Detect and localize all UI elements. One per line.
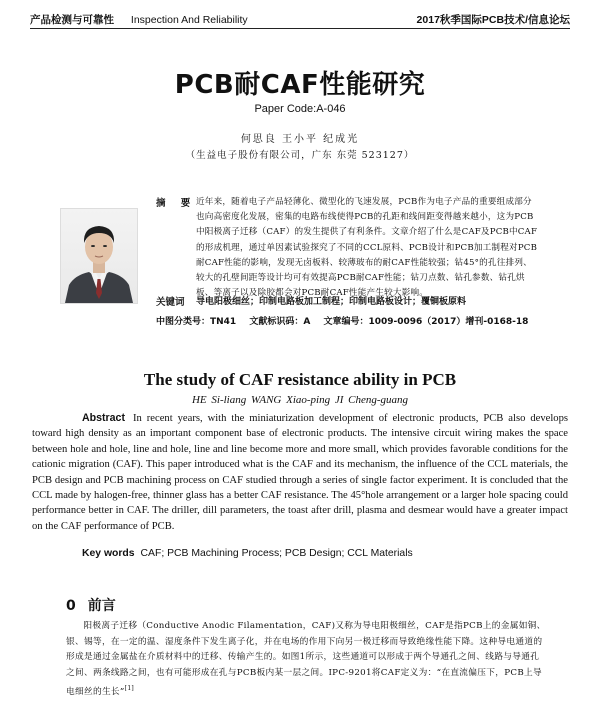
abstract-en-label: Abstract: [82, 412, 125, 424]
keywords-en-text: CAF; PCB Machining Process; PCB Design; CCL Materials: [140, 548, 413, 559]
paper-code: Paper Code:A-046: [254, 103, 346, 115]
running-header: [30, 10, 570, 29]
keywords-cn-text: 导电阳极细丝；印制电路板加工制程；印制电路板设计；覆铜板原料: [196, 297, 467, 307]
section-number: 0: [66, 598, 76, 614]
abstract-en: [32, 411, 568, 534]
section-body: [66, 619, 546, 700]
authors-cn: 何思良 王小平 纪成光: [240, 134, 360, 145]
clc-number: 中图分类号：TN41: [156, 317, 237, 327]
header-section-cn: 产品检测与可靠性: [30, 14, 114, 26]
paper-title-en: The study of CAF resistance ability in PCB: [143, 370, 457, 389]
author-photo: [60, 208, 138, 304]
article-number: 文章编号：1009-0096（2017）增刊-0168-18: [323, 317, 529, 327]
abstract-cn-label: 摘 要: [156, 198, 197, 209]
document-code: 文献标识码：A: [249, 317, 311, 327]
classification-line: [156, 314, 538, 327]
authors-en: HE Si-liang WANG Xiao-ping JI Cheng-guang: [191, 394, 409, 406]
header-forum-title: 2017秋季国际PCB技术/信息论坛: [416, 14, 570, 26]
abstract-en-text: In recent years, with the miniaturization development of electronic products, PCB also develops toward high density as an important component base of electronic products. The intensive circuit wiring makes the space between hole and hole, line and hole, line and line become more and more small, which provides favorable conditions for the cationic migration (CAF). This paper introduced what is the CAF and its mechanism, the influence of the CCL materials, the PCB design and PCB machining process on CAF studied through a series of single factor experiment. It is concluded that the CCL made by halogen-free, thinner glass has a better CAF resistance. The 45°hole arrangement or a larger hole spacing could performance better in CAF. The driller, dill parameters, the toast after drill, plasma and desmear would have a greater impact on the CAF performance of PCB.: [32, 413, 568, 532]
section-body-text: 阳极离子迁移（Conductive Anodic Filamentation，CAF)又称为导电阳极细丝，CAF是指PCB上的金属如铜、银、锡等，在一定的温、湿度条件下发生离子化，并在电场的作用下向另一极迁移而导致绝缘性能下降。这种导电通道的形成是通过金属盐在介质材料中的迁移、传输产生的。如图1所示，这些通道可以形成于两个导通孔之间、线路与导通孔之间、两条线路之间，也有可能形成在孔与PCB板内某一层之间。IPC-9201将CAF定义为：“在直流偏压下，PCB上导电细丝的生长”: [66, 621, 546, 697]
affiliation-cn: （生益电子股份有限公司，广东 东莞 523127）: [185, 150, 415, 161]
paper-title-cn: PCB耐CAF性能研究: [174, 70, 426, 100]
header-left: [30, 12, 248, 27]
header-section-en: Inspection And Reliability: [130, 14, 248, 26]
keywords-cn-label: 关键词: [156, 297, 185, 308]
keywords-en-label: Key words: [82, 548, 135, 559]
keywords-en: [82, 548, 413, 559]
citation-ref: [1]: [124, 685, 135, 692]
abstract-cn-text: 近年来，随着电子产品轻薄化、微型化的飞速发展，PCB作为电子产品的重要组成部分也向高密度化发展，密集的电路布线使得PCB的孔距和线间距变得越来越小，这为PCB中阳极离子迁移（CAF）的发生提供了有利条件。文章介绍了什么是CAF及PCB中CAF的形成机理，通过单因素试验探究了不同的CCL原料、PCB设计和PCB加工制程对PCB耐CAF性能的影响，发现无卤板料、较薄玻布的耐CAF性能较强；钻45°的孔往排列、较大的孔壁间距等设计均可有效提高PCB耐CAF性能；钻刀点数、钻孔参数、钻孔烘板、等离子以及除胶都会对PCB耐CAF性能产生较大影响。: [196, 197, 538, 299]
section-title: 前言: [87, 598, 116, 614]
section-heading: [66, 595, 116, 615]
